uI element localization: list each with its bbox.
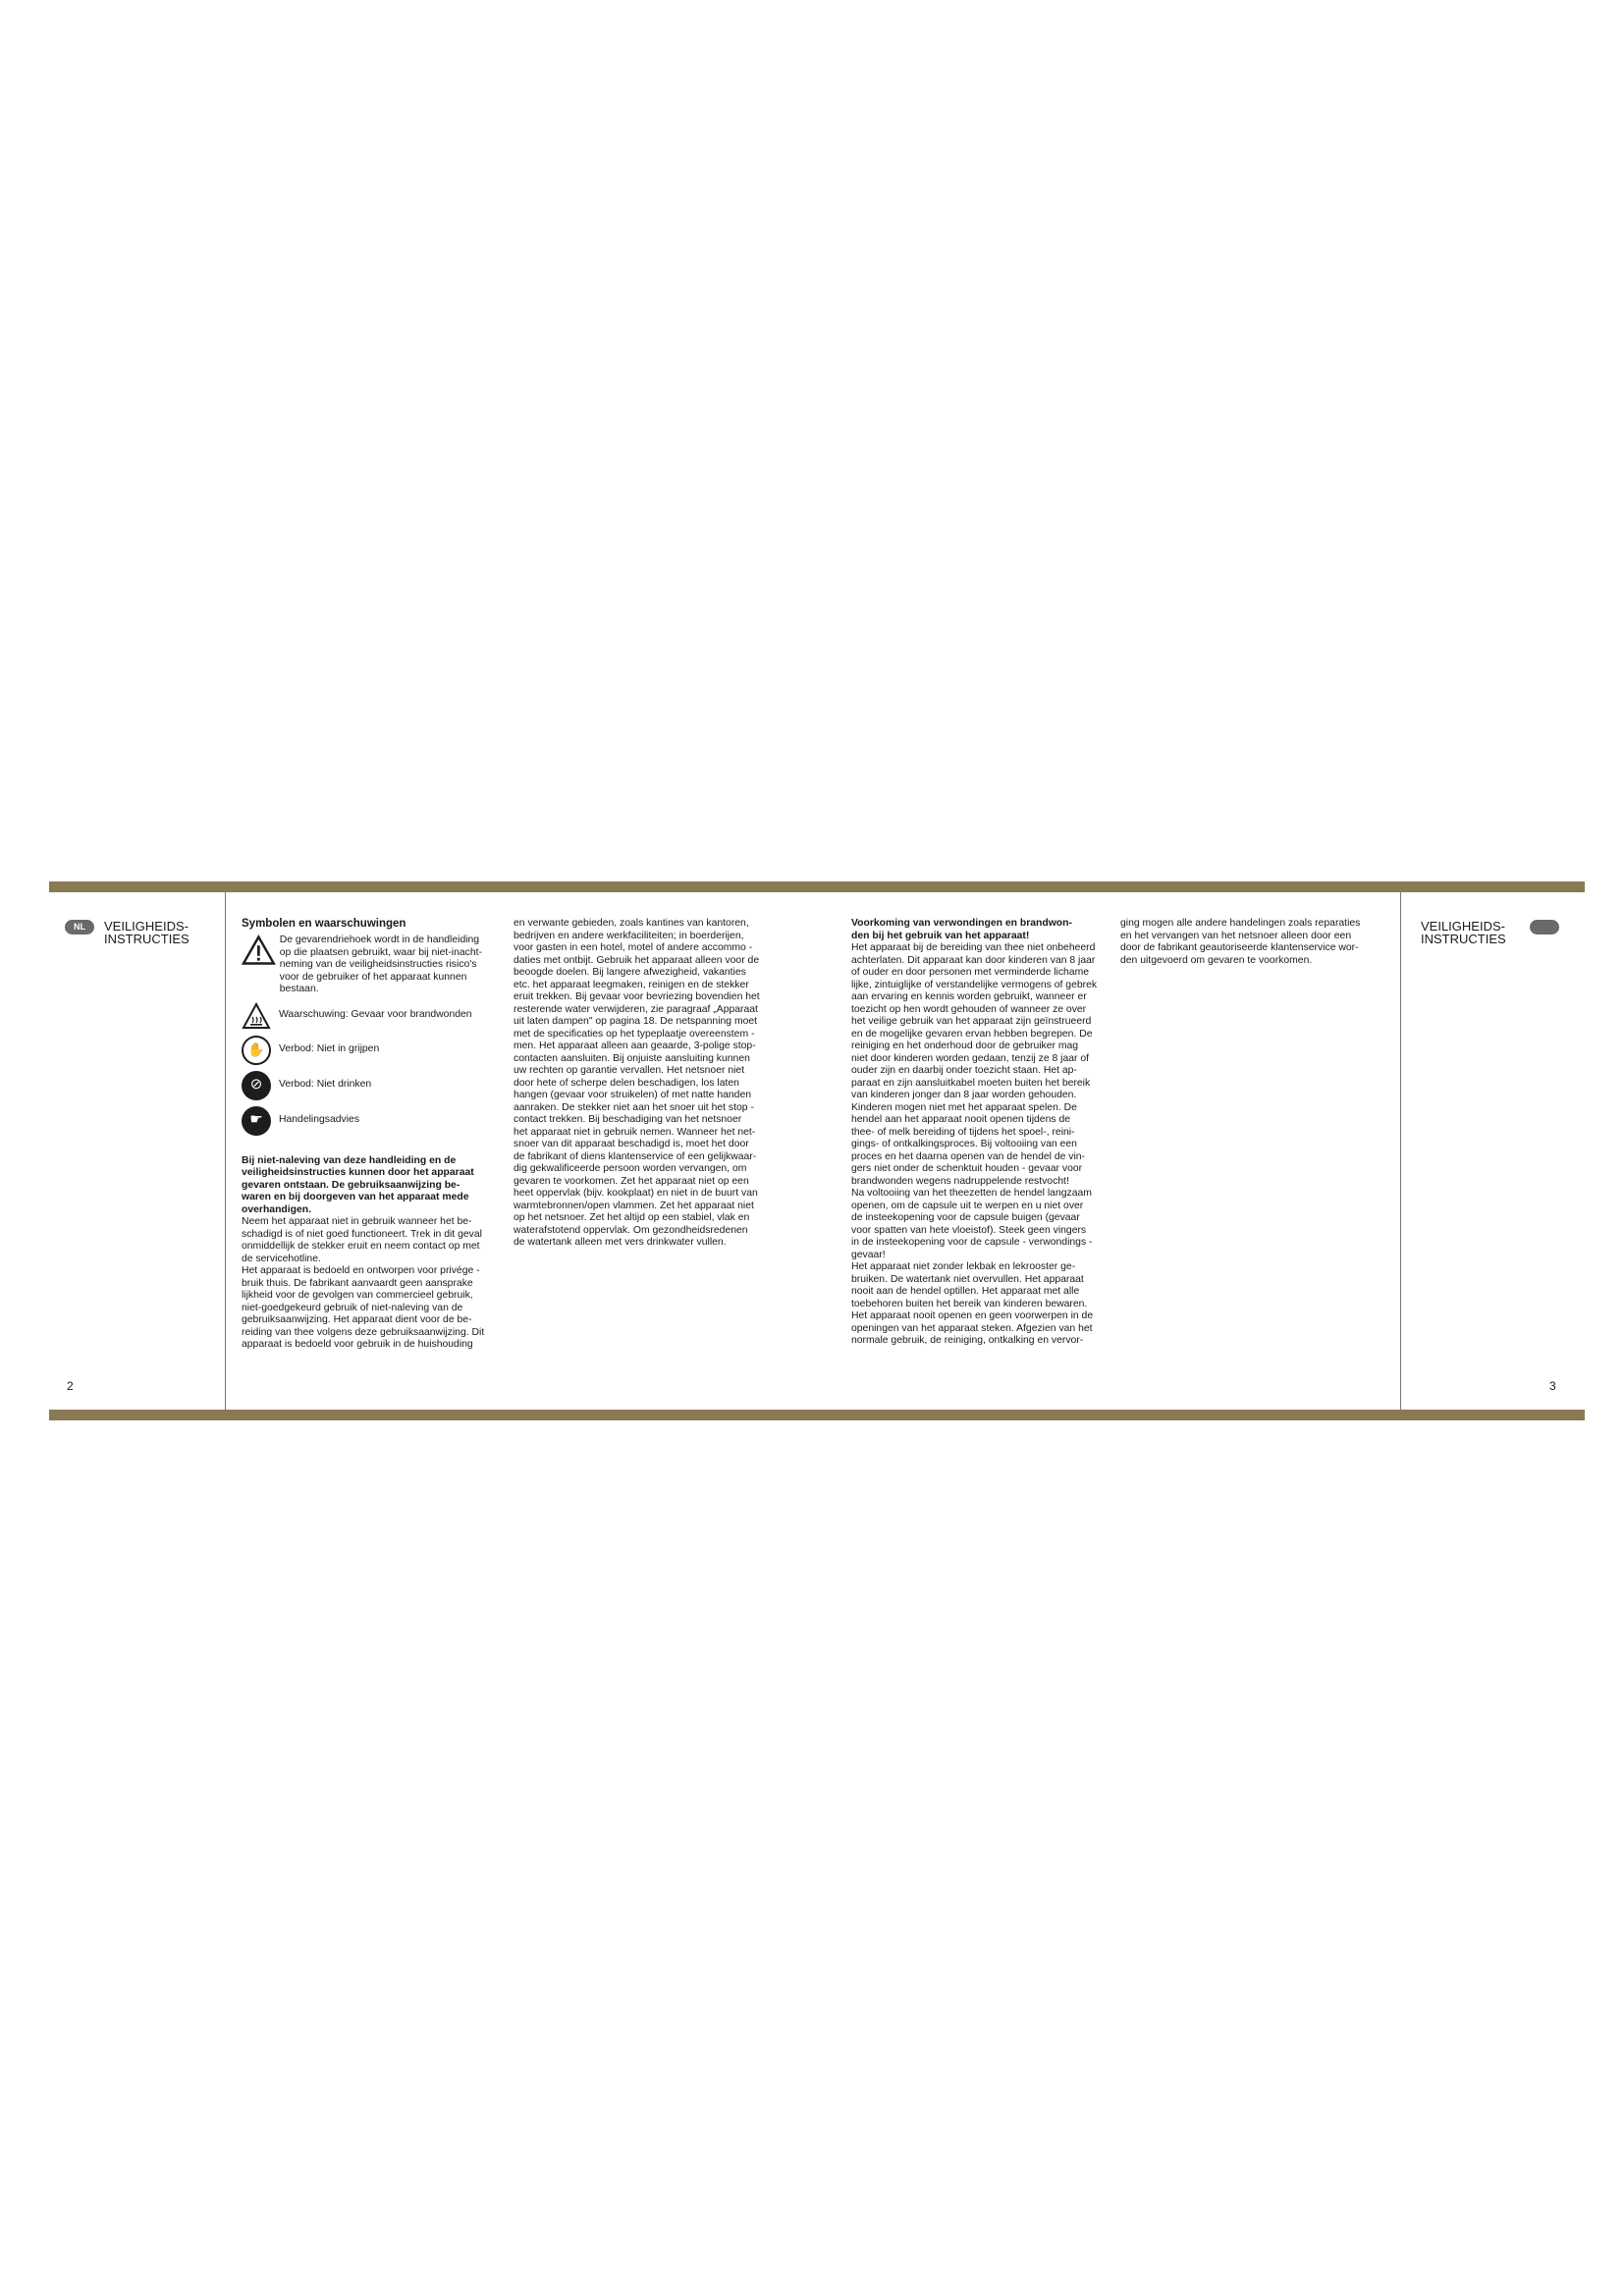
symbol-row-burn xyxy=(242,1002,501,1030)
column-injury-prevention xyxy=(851,918,1113,1348)
page-number-left: 2 xyxy=(67,1379,74,1393)
symbol-row-advice xyxy=(242,1106,501,1136)
warning-intro-text: De gevarendriehoek wordt in de handleiding op die plaatsen gebruikt, waar bij niet-inacht- neming van de veiligheidsinstructies risico's voor de gebruiker of het apparaat kunnen bestaan. xyxy=(279,934,482,994)
do-not-drink-icon: ⊘ xyxy=(242,1071,271,1100)
hand-advice-icon: ☛ xyxy=(242,1106,271,1136)
symbol-label-no-touch: Verbod: Niet in grijpen xyxy=(279,1043,380,1055)
symbol-row-no-drink xyxy=(242,1071,501,1100)
page-number-right: 3 xyxy=(1549,1379,1556,1393)
right-margin-divider xyxy=(1400,892,1401,1410)
warning-bold-paragraph: Bij niet-naleving van deze handleiding en de veiligheidsinstructies kunnen door het apparaat gevaren ontstaan. De gebruiksaanwijzing be- waren en bij doorgeven van het apparaat mede overhandigen. xyxy=(242,1154,474,1215)
language-badge: NL xyxy=(65,920,94,934)
column-usage xyxy=(514,918,775,1250)
column-service xyxy=(1120,918,1385,967)
symbol-label-advice: Handelingsadvies xyxy=(279,1114,360,1126)
section-marker-badge xyxy=(1530,920,1559,934)
section-heading-left: VEILIGHEIDS- INSTRUCTIES xyxy=(104,919,189,946)
do-not-touch-icon: ✋ xyxy=(242,1036,271,1065)
col1-body: Neem het apparaat niet in gebruik wanneer het be- schadigd is of niet goed functioneert. Trek in dit geval onmiddellijk de stekker eruit en neem contact op met de servicehotline. Het apparaat is bedoeld en ontworpen voor privége - bruik thuis. De fabrikant aanvaardt geen aansprake lijkheid voor de gevolgen van commercieel gebruik, niet-goedgekeurd gebruik of niet-naleving van de gebruiksaanwijzing. Het apparaat dient voor de be- reiding van thee volgens deze gebruiksaanwijzing. Dit apparaat is bedoeld voor gebruik in de huishouding xyxy=(242,1216,485,1350)
warning-triangle-icon xyxy=(242,934,276,966)
hot-surface-warning-icon xyxy=(242,1002,271,1030)
warning-intro xyxy=(242,934,501,996)
left-margin-divider xyxy=(225,892,226,1410)
injury-title: Voorkoming van verwondingen en brandwon- den bij het gebruik van het apparaat! xyxy=(851,918,1072,941)
symbol-label-no-drink: Verbod: Niet drinken xyxy=(279,1079,372,1091)
bottom-rule xyxy=(49,1410,1585,1420)
col4-body: ging mogen alle andere handelingen zoals reparaties en het vervangen van het netsnoer alleen door een door de fabrikant geautoriseerde klantenservice wor- den uitgevoerd om gevaren te voorkomen. xyxy=(1120,918,1361,966)
section-heading-right: VEILIGHEIDS- INSTRUCTIES xyxy=(1421,919,1506,946)
col3-body: Het apparaat bij de bereiding van thee niet onbeheerd achterlaten. Dit apparaat kan door kinderen van 8 jaar of ouder en door personen met verminderde lichame lijke, zintuiglijke of verstandelijke vermogens of gebrek aan ervaring en kennis worden gebruikt, wanneer er toezicht op hen wordt gehouden of wanneer ze over het veilige gebruik van het apparaat zijn geïnstrueerd en de mogelijke gevaren ervan hebben begrepen. De reiniging en het onderhoud door de gebruiker mag niet door kinderen worden gedaan, tenzij ze 8 jaar of ouder zijn en daarbij onder toezicht staan. Het ap- paraat en zijn aansluitkabel moeten buiten het bereik van kinderen jonger dan 8 jaar worden gehouden. Kinderen mogen niet met het apparaat spelen. De hendel aan het apparaat nooit openen tijdens de thee- of melk bereiding of tijdens het spoel-, reini- gings- of ontkalkingsproces. Bij voltooiing van een proces en het daarna openen van de hendel de vin- gers niet onder de schenktuit houden - gevaar voor brandwonden wegens nadruppelende restvocht! Na voltooiing van het theezetten de hendel langzaam openen, om de capsule uit te werpen en u niet over de insteekopening voor de capsule buigen (gevaar voor spatten van hete vloeistof). Steek geen vingers in de insteekopening voor de capsule - verwondings - gevaar! Het apparaat niet zonder lekbak en lekrooster ge- bruiken. De watertank niet overvullen. Het apparaat nooit aan de hendel optillen. Het apparaat met alle toebehoren buiten het bereik van kinderen bewaren. Het apparaat nooit openen en geen voorwerpen in de openingen van het apparaat steken. Afgezien van het normale gebruik, de reiniging, ontkalking en vervor- xyxy=(851,942,1098,1346)
col2-body: en verwante gebieden, zoals kantines van kantoren, bedrijven en andere werkfaciliteiten; in boerderijen, voor gasten in een hotel, motel of andere accommo - daties met ontbijt. Gebruik het apparaat alleen voor de beoogde doelen. Bij langere afwezigheid, vakanties etc. het apparaat leegmaken, reinigen en de stekker eruit trekken. Bij gevaar voor bevriezing bovendien het resterende water verwijderen, zie paragraaf „Apparaat uit laten dampen" op pagina 18. De netspanning moet met de specificaties op het typeplaatje overeenstem - men. Het apparaat alleen aan geaarde, 3-polige stop- contacten aansluiten. Bij onjuiste aansluiting kunnen uw rechten op garantie vervallen. Het netsnoer niet door hete of scherpe delen beschadigen, los laten hangen (gevaar voor struikelen) of met natte handen aanraken. De stekker niet aan het snoer uit het stop - contact trekken. Bij beschadiging van het netsnoer het apparaat niet in gebruik nemen. Wanneer het net- snoer van dit apparaat beschadigd is, moet het door de fabrikant of diens klantenservice of een gelijkwaar- dig gekwalificeerde persoon worden vervangen, om gevaren te voorkomen. Zet het apparaat niet op een heet oppervlak (bijv. kookplaat) en niet in de buurt van warmtebronnen/open vlammen. Zet het apparaat niet op het netsnoer. Zet het altijd op een stabiel, vlak en waterafstotend oppervlak. Om gezondheidsredenen de watertank alleen met vers drinkwater vullen. xyxy=(514,918,760,1248)
symbol-row-no-touch xyxy=(242,1036,501,1065)
top-rule xyxy=(49,881,1585,892)
symbol-label-burn: Waarschuwing: Gevaar voor brandwonden xyxy=(279,1009,472,1021)
symbols-title: Symbolen en waarschuwingen xyxy=(242,918,406,930)
column-symbols xyxy=(242,918,501,1352)
